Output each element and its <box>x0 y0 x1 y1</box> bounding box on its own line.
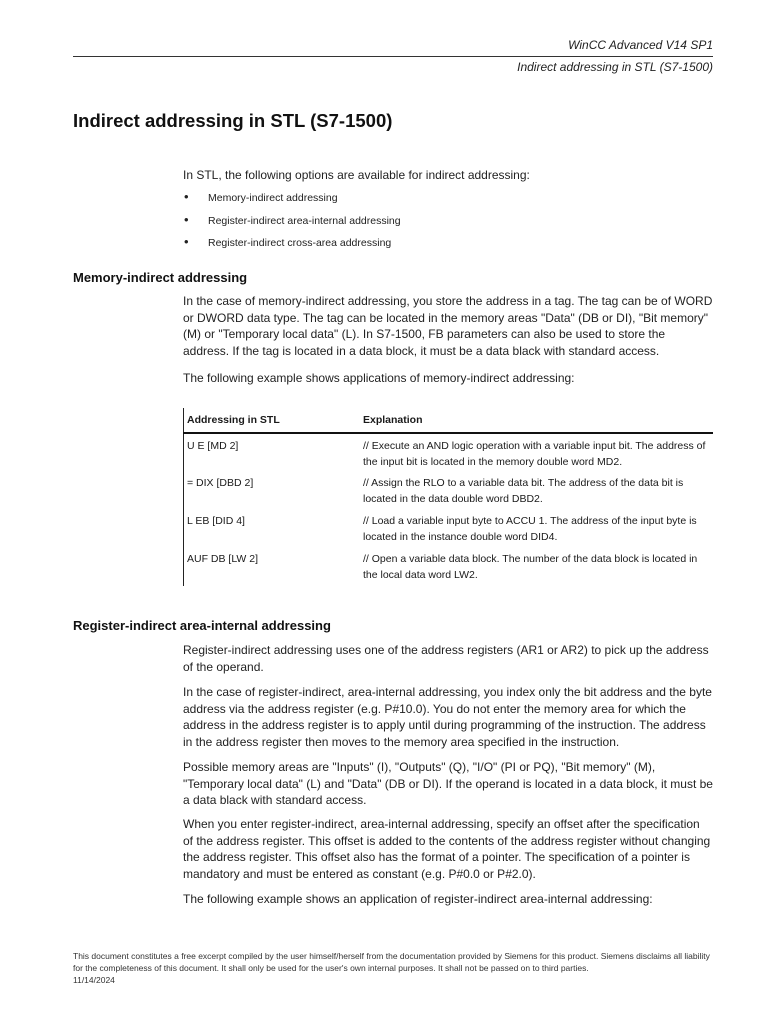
footer-disclaimer: This document constitutes a free excerpt compiled by the user himself/herself from the documentation provided by Siemens for this product. Siemens disclaims all liability for the completeness of this document. It shall only be used for the user's own internal purposes. It shall not be passed on to third parties. <box>73 951 710 973</box>
memory-indirect-example-intro: The following example shows applications of memory-indirect addressing: <box>183 371 575 385</box>
register-indirect-example-intro: The following example shows an application of register-indirect area-internal addressing: <box>183 892 653 906</box>
table-cell-explanation: // Assign the RLO to a variable data bit. The address of the data bit is located in the data double word DBD2. <box>363 477 684 505</box>
table-header-rule <box>183 432 713 434</box>
bullet-icon: • <box>184 211 189 227</box>
table-cell-explanation: // Load a variable input byte to ACCU 1. The address of the input byte is located in the instance double word DID4. <box>363 515 697 543</box>
table-left-border <box>183 408 184 586</box>
footer <box>73 950 715 986</box>
memory-indirect-heading: Memory-indirect addressing <box>73 270 248 285</box>
register-indirect-paragraph-2: In the case of register-indirect, area-internal addressing, you index only the bit address and the byte address via the address register (e.g. P#10.0). You do not enter the memory area for which the address in the address register is to apply until during programming of the instruction. The address in the address register then moves to the memory area specified in the instruction. <box>183 685 712 749</box>
list-item: • Register-indirect area-internal addressing <box>184 211 401 227</box>
list-item: • Memory-indirect addressing <box>184 189 338 204</box>
register-indirect-paragraph-3: Possible memory areas are "Inputs" (I), "Outputs" (Q), "I/O" (PI or PQ), "Bit memory" (M), "Temporary local data" (L) and "Data" (DB or DI). If the operand is located in a data block, it must be a data black with standard access. <box>183 760 713 807</box>
header-section: Indirect addressing in STL (S7-1500) <box>517 60 713 74</box>
page-title: Indirect addressing in STL (S7-1500) <box>73 110 393 131</box>
header-rule <box>73 56 713 57</box>
table-cell-stl: AUF DB [LW 2] <box>187 553 258 565</box>
intro-text: In STL, the following options are available for indirect addressing: <box>183 168 530 182</box>
table-cell-explanation: // Execute an AND logic operation with a variable input bit. The address of the input bit is located in the memory double word MD2. <box>363 440 706 468</box>
table-cell-stl: = DIX [DBD 2] <box>187 477 254 489</box>
register-indirect-paragraph-1: Register-indirect addressing uses one of the address registers (AR1 or AR2) to pick up the address of the operand. <box>183 643 709 674</box>
bullet-icon: • <box>184 189 189 204</box>
memory-indirect-paragraph: In the case of memory-indirect addressing, you store the address in a tag. The tag can be of WORD or DWORD data type. The tag can be located in the memory areas "Data" (DB or DI), "Bit memory" (M) or "Temporary local data" (L). In S7-1500, FB parameters can also be used to store the address. If the tag is located in a data block, it must be a data black with standard access. <box>183 294 713 358</box>
table-cell-explanation: // Open a variable data block. The number of the data block is located in the local data word LW2. <box>363 553 698 581</box>
table-cell-stl: L EB [DID 4] <box>187 515 245 527</box>
options-list <box>183 190 401 258</box>
register-indirect-heading: Register-indirect area-internal addressing <box>73 618 331 633</box>
list-item: • Register-indirect cross-area addressing <box>184 234 392 249</box>
bullet-icon: • <box>184 234 189 249</box>
table-header-stl: Addressing in STL <box>187 414 280 426</box>
header-product: WinCC Advanced V14 SP1 <box>568 38 713 52</box>
table-header-explanation: Explanation <box>363 414 423 426</box>
register-indirect-paragraph-4: When you enter register-indirect, area-internal addressing, specify an offset after the specification of the address register. This offset is added to the contents of the address register without changing the address register. This offset also has the format of a pointer. The specification of a pointer is mandatory and must be entered as constant (e.g. P#0.0 or P#2.0). <box>183 817 711 881</box>
footer-date: 11/14/2024 <box>73 975 115 985</box>
table-cell-stl: U E [MD 2] <box>187 440 239 452</box>
